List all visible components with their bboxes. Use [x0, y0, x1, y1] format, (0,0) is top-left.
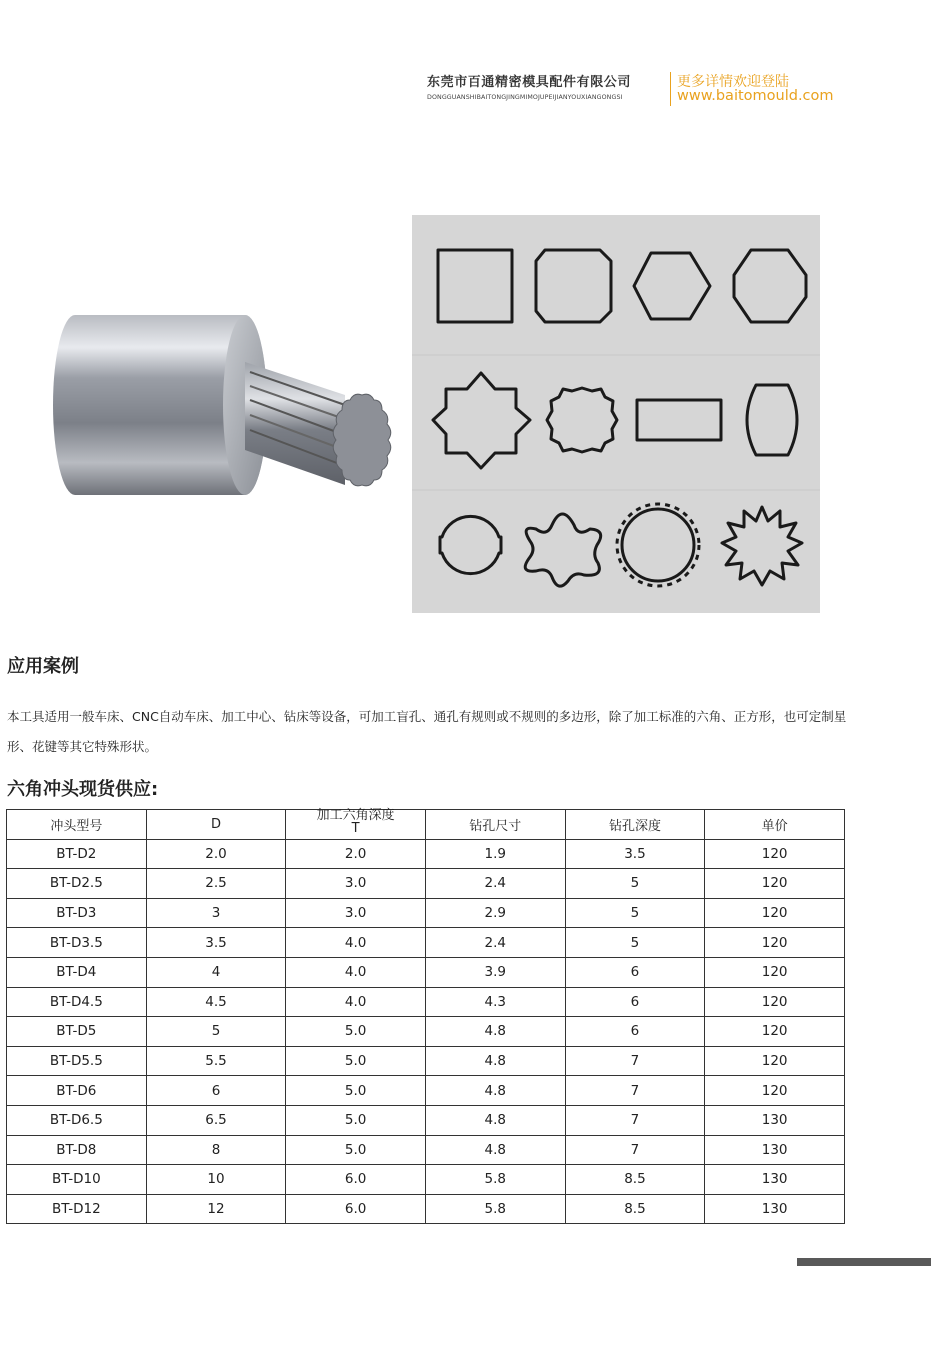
- product-photo: [40, 300, 400, 515]
- table-header-row: [7, 810, 845, 840]
- table-row: [7, 1105, 845, 1135]
- cell-t: 6.0: [286, 1165, 426, 1195]
- cell-price: 120: [705, 839, 845, 869]
- col-hex-depth: [286, 807, 426, 840]
- cell-price: 120: [705, 1046, 845, 1076]
- table-row: [7, 898, 845, 928]
- stock-table: [6, 809, 845, 1224]
- cell-drill: 4.8: [425, 1017, 565, 1047]
- cell-t: 4.0: [286, 987, 426, 1017]
- cell-drill: 4.3: [425, 987, 565, 1017]
- cell-model: BT-D4.5: [7, 987, 147, 1017]
- cell-drill: 4.8: [425, 1135, 565, 1165]
- cell-depth: 6: [565, 987, 705, 1017]
- applications-description: 本工具适用一般车床、CNC自动车床、加工中心、钻床等设备，可加工盲孔、通孔有规则或不规则的多边形，除了加工标准的六角、正方形，也可定制星形、花键等其它特殊形状。: [7, 709, 847, 754]
- shape-hexagon: [634, 253, 710, 319]
- header-slogan: 更多详情欢迎登陆: [677, 74, 789, 90]
- shape-octagon-square: [536, 250, 611, 322]
- cell-price: 120: [705, 928, 845, 958]
- cell-d: 5: [146, 1017, 286, 1047]
- cell-model: BT-D10: [7, 1165, 147, 1195]
- cell-price: 120: [705, 898, 845, 928]
- cell-d: 3.5: [146, 928, 286, 958]
- col-d: D: [146, 810, 286, 840]
- cell-d: 2.0: [146, 839, 286, 869]
- shape-octagon: [734, 250, 806, 322]
- cell-model: BT-D6.5: [7, 1105, 147, 1135]
- cell-depth: 7: [565, 1076, 705, 1106]
- cell-t: 4.0: [286, 957, 426, 987]
- shape-serrated-star: [722, 507, 802, 585]
- cell-price: 130: [705, 1105, 845, 1135]
- cell-d: 3: [146, 898, 286, 928]
- col-drill-depth: 钻孔深度: [565, 810, 705, 840]
- table-row: [7, 957, 845, 987]
- cell-depth: 3.5: [565, 839, 705, 869]
- table-row: [7, 1046, 845, 1076]
- col-drill-size: 钻孔尺寸: [425, 810, 565, 840]
- cell-model: BT-D3: [7, 898, 147, 928]
- shape-eight-point-star: [433, 373, 530, 468]
- shape-square: [438, 250, 512, 322]
- table-row: [7, 987, 845, 1017]
- shape-rectangle: [637, 400, 721, 440]
- cell-drill: 4.8: [425, 1105, 565, 1135]
- shape-rounded-rectangle: [747, 385, 797, 455]
- cell-depth: 5: [565, 898, 705, 928]
- shape-keyed-circle: [440, 516, 501, 573]
- cell-price: 120: [705, 957, 845, 987]
- cell-t: 5.0: [286, 1076, 426, 1106]
- cell-d: 6: [146, 1076, 286, 1106]
- table-row: [7, 1017, 845, 1047]
- cell-price: 130: [705, 1135, 845, 1165]
- cell-drill: 2.4: [425, 928, 565, 958]
- cell-model: BT-D2: [7, 839, 147, 869]
- col-price: 单价: [705, 810, 845, 840]
- cell-price: 120: [705, 987, 845, 1017]
- cell-drill: 2.4: [425, 869, 565, 899]
- cell-t: 6.0: [286, 1194, 426, 1224]
- cell-d: 5.5: [146, 1046, 286, 1076]
- cell-d: 8: [146, 1135, 286, 1165]
- shape-twelve-point-star: [547, 388, 617, 452]
- cell-d: 4.5: [146, 987, 286, 1017]
- cell-depth: 8.5: [565, 1194, 705, 1224]
- cell-t: 2.0: [286, 839, 426, 869]
- company-name-pinyin: DONGGUANSHIBAITONGJINGMIMOJUPEIJIANYOUXIANGONGSI: [427, 94, 623, 101]
- cell-d: 12: [146, 1194, 286, 1224]
- table-row: [7, 1194, 845, 1224]
- table-row: [7, 839, 845, 869]
- cell-t: 5.0: [286, 1105, 426, 1135]
- table-row: [7, 928, 845, 958]
- cell-d: 4: [146, 957, 286, 987]
- header-divider: [670, 72, 671, 106]
- table-row: [7, 1165, 845, 1195]
- cell-price: 120: [705, 1076, 845, 1106]
- col-hex-depth-line2: T: [351, 820, 360, 836]
- company-name-cn: 东莞市百通精密模具配件有限公司: [427, 75, 632, 90]
- cell-t: 3.0: [286, 869, 426, 899]
- cell-price: 130: [705, 1194, 845, 1224]
- cell-depth: 5: [565, 869, 705, 899]
- cell-model: BT-D3.5: [7, 928, 147, 958]
- cell-price: 130: [705, 1165, 845, 1195]
- shape-spline-gear: [617, 504, 699, 586]
- cell-drill: 1.9: [425, 839, 565, 869]
- cell-t: 3.0: [286, 898, 426, 928]
- cell-d: 10: [146, 1165, 286, 1195]
- col-hex-depth-line1: 加工六角深度: [316, 807, 395, 823]
- cell-model: BT-D4: [7, 957, 147, 987]
- cell-depth: 6: [565, 1017, 705, 1047]
- shape-six-lobe: [525, 514, 601, 586]
- cell-t: 4.0: [286, 928, 426, 958]
- cell-t: 5.0: [286, 1135, 426, 1165]
- cell-model: BT-D12: [7, 1194, 147, 1224]
- page-header: [427, 70, 847, 110]
- website-link[interactable]: www.baitomould.com: [677, 88, 834, 104]
- cell-d: 6.5: [146, 1105, 286, 1135]
- cell-model: BT-D2.5: [7, 869, 147, 899]
- cell-drill: 4.8: [425, 1076, 565, 1106]
- cell-depth: 7: [565, 1046, 705, 1076]
- cell-drill: 5.8: [425, 1194, 565, 1224]
- table-row: [7, 1076, 845, 1106]
- cell-drill: 3.9: [425, 957, 565, 987]
- footer-bar: [797, 1258, 931, 1266]
- cell-drill: 2.9: [425, 898, 565, 928]
- cell-price: 120: [705, 1017, 845, 1047]
- cell-price: 120: [705, 869, 845, 899]
- cell-t: 5.0: [286, 1046, 426, 1076]
- cell-depth: 8.5: [565, 1165, 705, 1195]
- applications-title: 应用案例: [7, 656, 79, 677]
- cell-depth: 5: [565, 928, 705, 958]
- cell-t: 5.0: [286, 1017, 426, 1047]
- table-row: [7, 1135, 845, 1165]
- cell-drill: 4.8: [425, 1046, 565, 1076]
- col-model: 冲头型号: [7, 810, 147, 840]
- cell-drill: 5.8: [425, 1165, 565, 1195]
- table-row: [7, 869, 845, 899]
- cell-depth: 7: [565, 1135, 705, 1165]
- cell-model: BT-D8: [7, 1135, 147, 1165]
- cell-model: BT-D5: [7, 1017, 147, 1047]
- stock-title: 六角冲头现货供应:: [7, 779, 159, 800]
- cell-model: BT-D5.5: [7, 1046, 147, 1076]
- cell-depth: 6: [565, 957, 705, 987]
- cell-depth: 7: [565, 1105, 705, 1135]
- cell-d: 2.5: [146, 869, 286, 899]
- cell-model: BT-D6: [7, 1076, 147, 1106]
- shape-samples-panel: [412, 215, 820, 613]
